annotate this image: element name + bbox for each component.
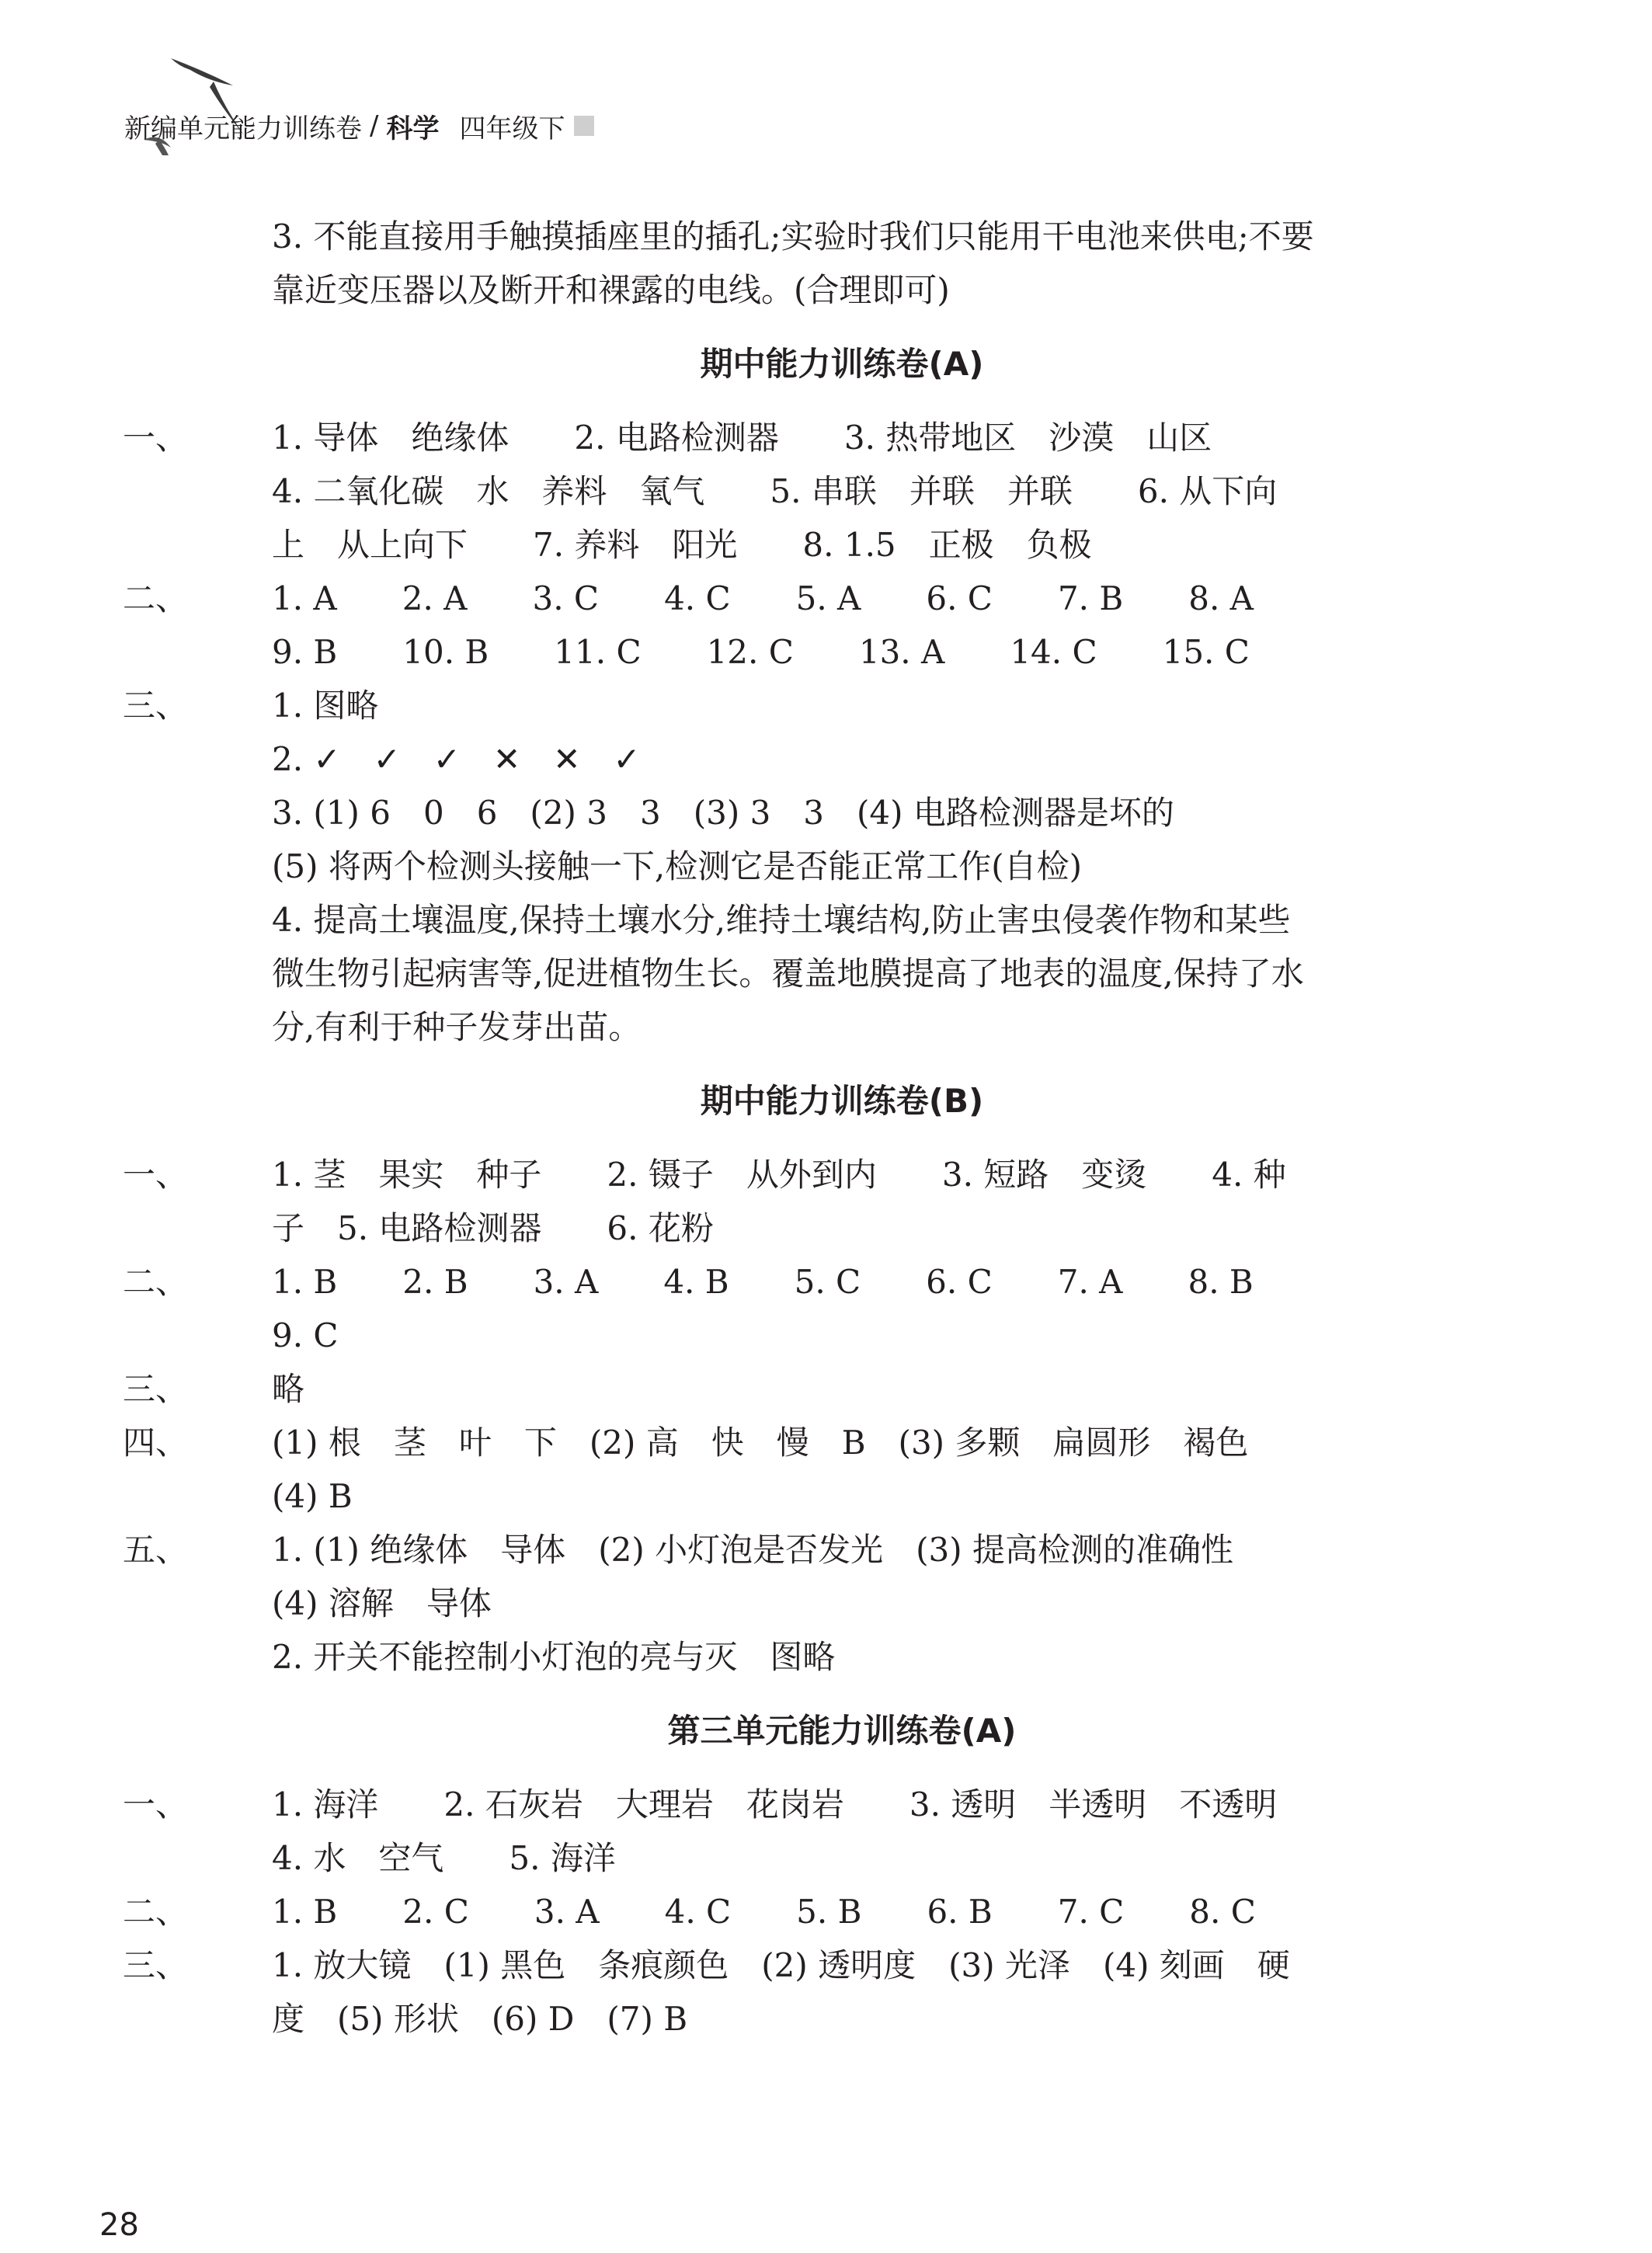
answer-text: 上 从上向下 7. 养料 阳光 8. 1.5 正极 负极 [272,526,1092,564]
answer-text: 4. 提高土壤温度,保持土壤水分,维持土壤结构,防止害虫侵袭作物和某些 [272,901,1291,939]
answer-line [123,464,1487,518]
answer-line [123,1148,1487,1201]
answer-text: 1. 导体 绝缘体 2. 电路检测器 3. 热带地区 沙漠 山区 [272,419,1212,457]
answer-text: (5) 将两个检测头接触一下,检测它是否能正常工作(自检) [272,847,1082,885]
question-group-label: 五、 [123,1531,189,1569]
answer-line [123,1255,1487,1309]
answer-line [123,840,1487,893]
answer-line [123,786,1487,840]
answer-line [123,1000,1487,1054]
answer-line [123,1309,1487,1362]
answer-text: 1. B 2. C 3. A 4. C 5. B 6. B 7. C 8. C [272,1893,1256,1931]
section-title: 第三单元能力训练卷(A) [667,1712,1017,1750]
answer-text: 1. (1) 绝缘体 导体 (2) 小灯泡是否发光 (3) 提高检测的准确性 [272,1531,1233,1569]
header-text [124,107,594,145]
question-group-label: 四、 [123,1424,189,1462]
answer-line [123,1416,1487,1469]
answer-line [123,679,1487,732]
answer-content [123,210,1487,2046]
answer-line [123,1469,1487,1523]
answer-text: 2. 开关不能控制小灯泡的亮与灭 图略 [272,1638,836,1676]
answer-line [123,572,1487,625]
answer-line [123,1577,1487,1630]
answer-line [123,1938,1487,1992]
answer-line [123,1885,1487,1938]
answer-text: 度 (5) 形状 (6) D (7) B [272,2000,688,2038]
answer-text: 1. 茎 果实 种子 2. 镊子 从外到内 3. 短路 变烫 4. 种 [272,1156,1286,1194]
answer-line [123,518,1487,572]
section-title: 期中能力训练卷(A) [700,345,984,383]
page-header [124,101,594,151]
answer-text: (4) 溶解 导体 [272,1584,492,1622]
answer-text: 略 [272,1370,305,1408]
question-group-label: 二、 [123,1893,189,1931]
question-group-label: 三、 [123,1946,189,1984]
answer-text: (1) 根 茎 叶 下 (2) 高 快 慢 B (3) 多颗 扁圆形 褐色 [272,1424,1249,1462]
header-square-icon [574,116,594,136]
subject-label: 科学 [386,113,440,144]
question-group-label: 二、 [123,1263,189,1301]
answer-text: 分,有利于种子发芽出苗。 [272,1008,642,1046]
answer-text: 1. 海洋 2. 石灰岩 大理岩 花岗岩 3. 透明 半透明 不透明 [272,1785,1278,1824]
series-title: 新编单元能力训练卷 [124,113,362,144]
answer-line [123,625,1487,679]
answer-line [123,1831,1487,1885]
answer-line [123,1362,1487,1416]
intro-line: 靠近变压器以及断开和裸露的电线。(合理即可) [272,271,950,309]
answer-line [123,1992,1487,2046]
answer-text: 4. 二氧化碳 水 养料 氧气 5. 串联 并联 并联 6. 从下向 [272,472,1278,510]
question-group-label: 三、 [123,1370,189,1408]
answer-line [123,1778,1487,1831]
answer-text: 2. ✓ ✓ ✓ ✕ ✕ ✓ [272,740,641,778]
answer-text: 4. 水 空气 5. 海洋 [272,1839,616,1877]
question-group-label: 三、 [123,687,189,725]
answer-text: 子 5. 电路检测器 6. 花粉 [272,1209,714,1247]
question-group-label: 一、 [123,419,189,457]
answer-line [123,1201,1487,1255]
answer-line [123,893,1487,947]
answer-text: (4) B [272,1477,353,1515]
answer-line [123,732,1487,786]
question-group-label: 二、 [123,579,189,617]
answer-text: 1. A 2. A 3. C 4. C 5. A 6. C 7. B 8. A [272,579,1254,617]
answer-line [123,1630,1487,1684]
answer-line [123,1523,1487,1577]
grade-label: 四年级下 [459,113,565,144]
answer-line [123,947,1487,1000]
section-title: 期中能力训练卷(B) [700,1082,984,1120]
answer-text: 1. 放大镜 (1) 黑色 条痕颜色 (2) 透明度 (3) 光泽 (4) 刻画 硬 [272,1946,1290,1984]
answer-text: 微生物引起病害等,促进植物生长。覆盖地膜提高了地表的温度,保持了水 [272,954,1304,993]
intro-line: 3. 不能直接用手触摸插座里的插孔;实验时我们只能用干电池来供电;不要 [272,217,1314,256]
answer-text: 9. C [272,1316,339,1354]
answer-line [123,411,1487,464]
page-number: 28 [99,2207,139,2243]
answer-text: 1. B 2. B 3. A 4. B 5. C 6. C 7. A 8. B [272,1263,1254,1301]
question-group-label: 一、 [123,1156,189,1194]
question-group-label: 一、 [123,1785,189,1824]
header-separator: / [370,110,379,141]
answer-text: 1. 图略 [272,687,379,725]
answer-text: 9. B 10. B 11. C 12. C 13. A 14. C 15. C [272,633,1250,671]
answer-text: 3. (1) 6 0 6 (2) 3 3 (3) 3 3 (4) 电路检测器是坏的 [272,794,1174,832]
